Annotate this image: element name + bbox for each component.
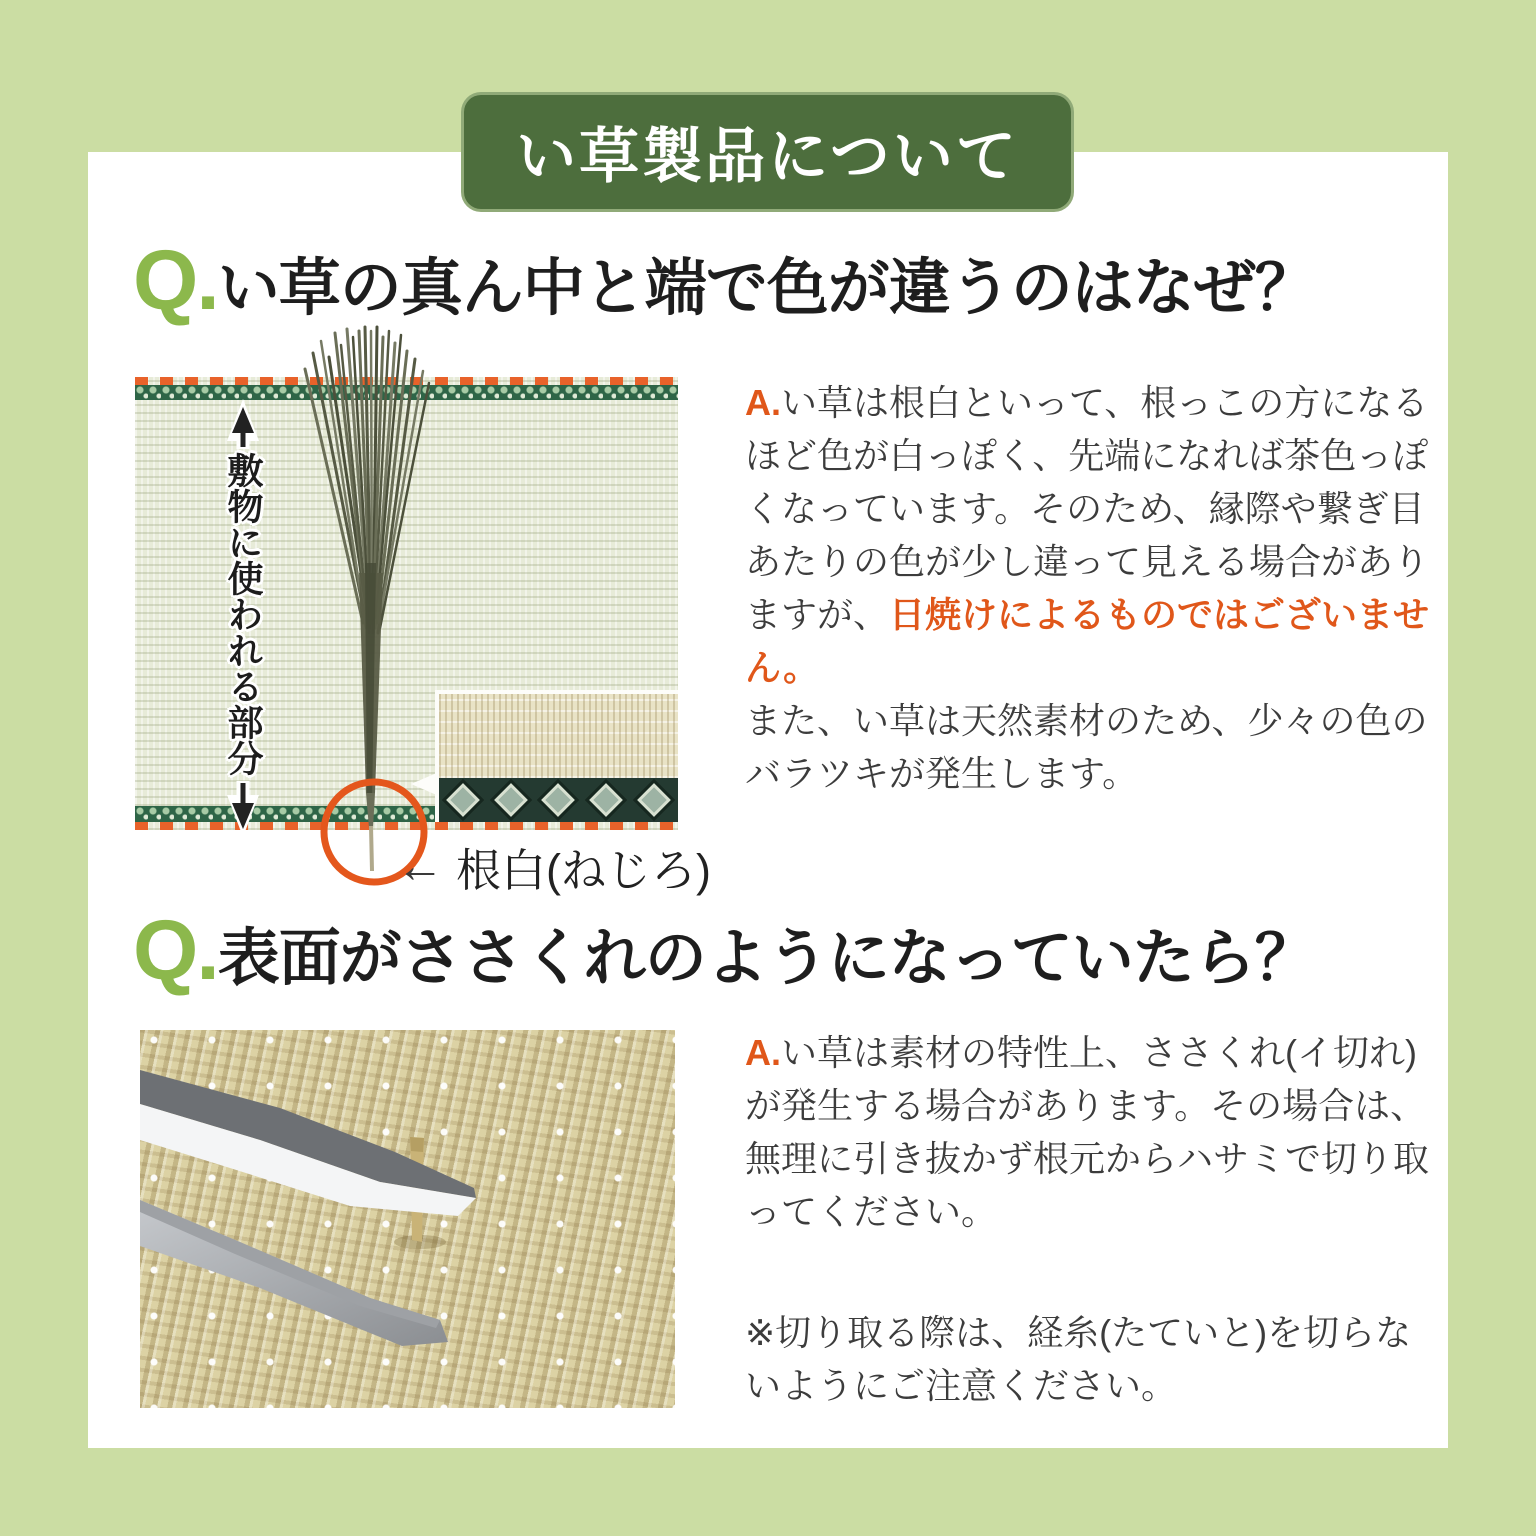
rush-stem-illustration [135, 323, 678, 898]
left-arrow-icon: ← [396, 839, 444, 893]
q1-answer [745, 376, 1440, 800]
q2-answer-text: い草は素材の特性上、ささくれ(イ切れ)が発生する場合があります。その場合は、無理に引き抜かず根元からハサミで切り取ってください。 [745, 1032, 1430, 1232]
q1-answer-text: い草は根白といって、根っこの方になるほど色が白っぽく、先端になれば茶色っぽくなっています。そのため、縁際や繋ぎ目あたりの色が少し違って見える場合がありますが、 [745, 382, 1430, 635]
q2-answer-paragraph [745, 1026, 1440, 1238]
q1-answer-paragraph2: また、い草は天然素材のため、少々の色のバラツキが発生します。 [745, 700, 1428, 794]
section-title: い草製品について [516, 123, 1019, 190]
root-label-text: 根白(ねじろ) [456, 845, 711, 896]
q2-answer [745, 1026, 1440, 1238]
q1-question: い草の真ん中と端で色が違うのはなぜ？ [217, 254, 1316, 323]
q1-answer-label: A. [745, 382, 781, 423]
q2-note [745, 1306, 1440, 1412]
section-title-badge [461, 92, 1074, 212]
q2-answer-label: A. [745, 1032, 781, 1073]
q1-heading [133, 233, 1316, 327]
q2-note-text: ※切り取る際は、経糸(たていと)を切らないようにご注意ください。 [745, 1312, 1412, 1406]
root-label [396, 834, 711, 899]
q1-vertical-label: 敷物に使われる部分 [223, 452, 264, 776]
q2-scissors-photo [140, 1030, 675, 1408]
q1-answer-emphasis: 日焼けによるものではございません。 [745, 594, 1430, 688]
q1-label: Q. [133, 233, 218, 327]
q2-heading [133, 903, 1316, 997]
q2-question: 表面がささくれのようになっていたら？ [217, 924, 1316, 993]
q1-answer-paragraph [745, 376, 1440, 694]
scissors-illustration [140, 1030, 675, 1408]
q2-label: Q. [133, 903, 218, 997]
